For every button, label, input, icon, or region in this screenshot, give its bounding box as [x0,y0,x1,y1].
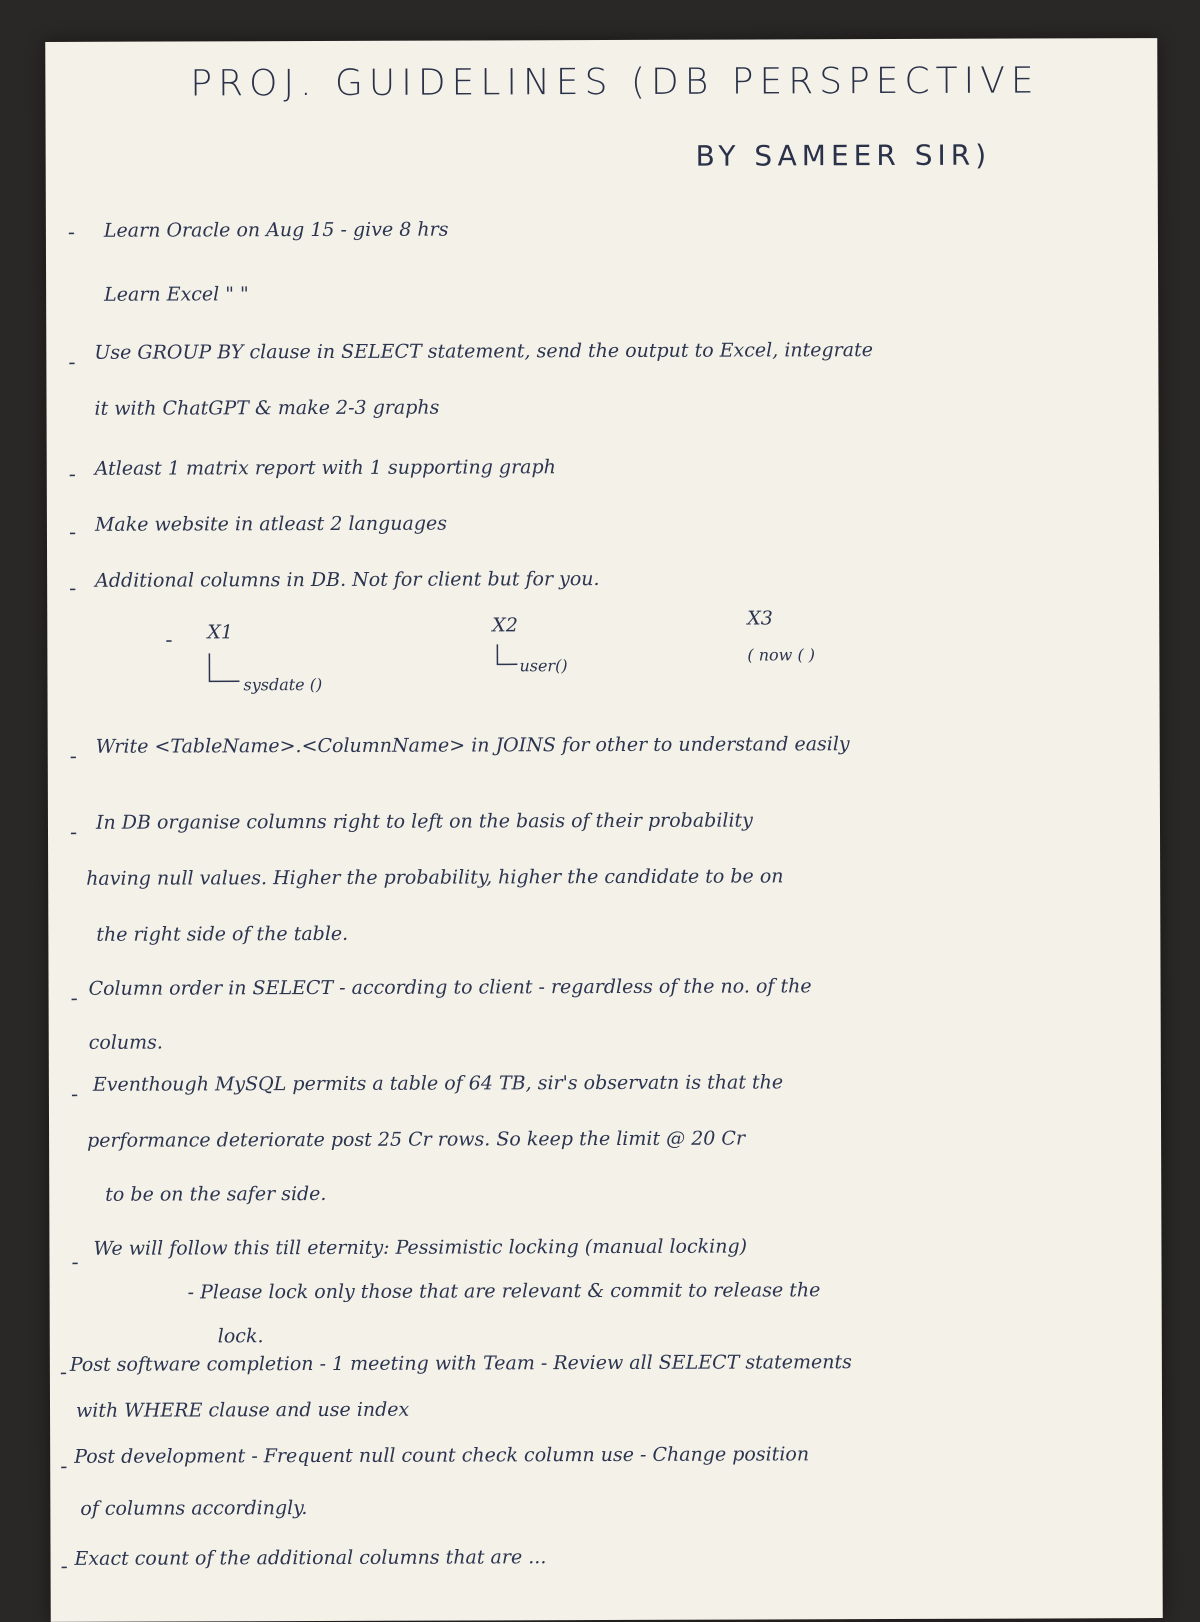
note-matrix-report: Atleast 1 matrix report with 1 supporting graph [94,456,556,480]
bullet-dash: - [70,985,78,1010]
note-columns-accordingly: of columns accordingly. [80,1497,308,1520]
page-title: PROJ. GUIDELINES (DB PERSPECTIVE [190,60,1040,105]
bullet-dash: - [68,349,76,374]
bullet-dash: - [165,627,173,652]
note-right-side: the right side of the table. [96,922,349,946]
note-chatgpt-graphs: it with ChatGPT & make 2-3 graphs [94,396,440,420]
bullet-dash: - [69,743,77,768]
note-post-software-review: Post software completion - 1 meeting with Team - Review all SELECT statements [69,1351,852,1376]
column-x2-value: user() [519,656,568,676]
note-null-probability: having null values. Higher the probability, higher the candidate to be on [86,865,784,890]
bullet-dash: - [69,819,78,844]
bullet-dash: - [68,519,77,544]
notebook-page [45,38,1163,1622]
note-joins-naming: Write <TableName>.<ColumnName> in JOINS for other to understand easily [95,733,850,758]
bullet-dash: - [69,575,77,600]
bullet-dash: - [67,219,76,244]
note-safer-side: to be on the safer side. [105,1182,327,1206]
page-subtitle: BY SAMEER SIR) [695,138,992,173]
bullet-dash: - [60,1553,68,1578]
note-organise-columns: In DB organise columns right to left on the basis of their probability [95,809,753,834]
column-x3-label: X3 [747,607,773,630]
bullet-dash: - [59,1359,68,1384]
note-performance: performance deteriorate post 25 Cr rows. So keep the limit @ 20 Cr [87,1127,746,1152]
note-column-order: Column order in SELECT - according to client - regardless of the no. of the [88,975,812,1000]
note-exact-count: Exact count of the additional columns that are ... [74,1546,547,1570]
bullet-dash: - [71,1249,79,1274]
column-x2-label: X2 [492,614,518,637]
note-additional-columns: Additional columns in DB. Not for client but for you. [95,568,600,592]
note-website-languages: Make website in atleast 2 languages [94,512,448,536]
bullet-dash: - [70,1081,79,1106]
note-learn-excel: Learn Excel " " [104,283,249,306]
note-group-by: Use GROUP BY clause in SELECT statement, send the output to Excel, integrate [94,339,873,364]
note-lock-release: lock. [217,1325,264,1348]
note-lock-relevant: - Please lock only those that are relevant & commit to release the [187,1279,821,1304]
bullet-dash: - [60,1453,68,1478]
column-hook-lines [45,38,1159,742]
note-where-index: with WHERE clause and use index [75,1398,410,1422]
note-mysql-limit: Eventhough MySQL permits a table of 64 TB, sir's observatn is that the [92,1071,784,1096]
column-x1-value: sysdate () [243,674,323,695]
note-learn-oracle: Learn Oracle on Aug 15 - give 8 hrs [103,218,449,242]
note-pessimistic-locking: We will follow this till eternity: Pessimistic locking (manual locking) [93,1235,748,1260]
column-x1-label: X1 [207,621,233,644]
note-column-order-cont: colums. [88,1031,163,1054]
bullet-dash: - [68,461,77,486]
note-post-development: Post development - Frequent null count check column use - Change position [74,1443,810,1468]
column-x3-value: ( now ( ) [747,645,816,665]
